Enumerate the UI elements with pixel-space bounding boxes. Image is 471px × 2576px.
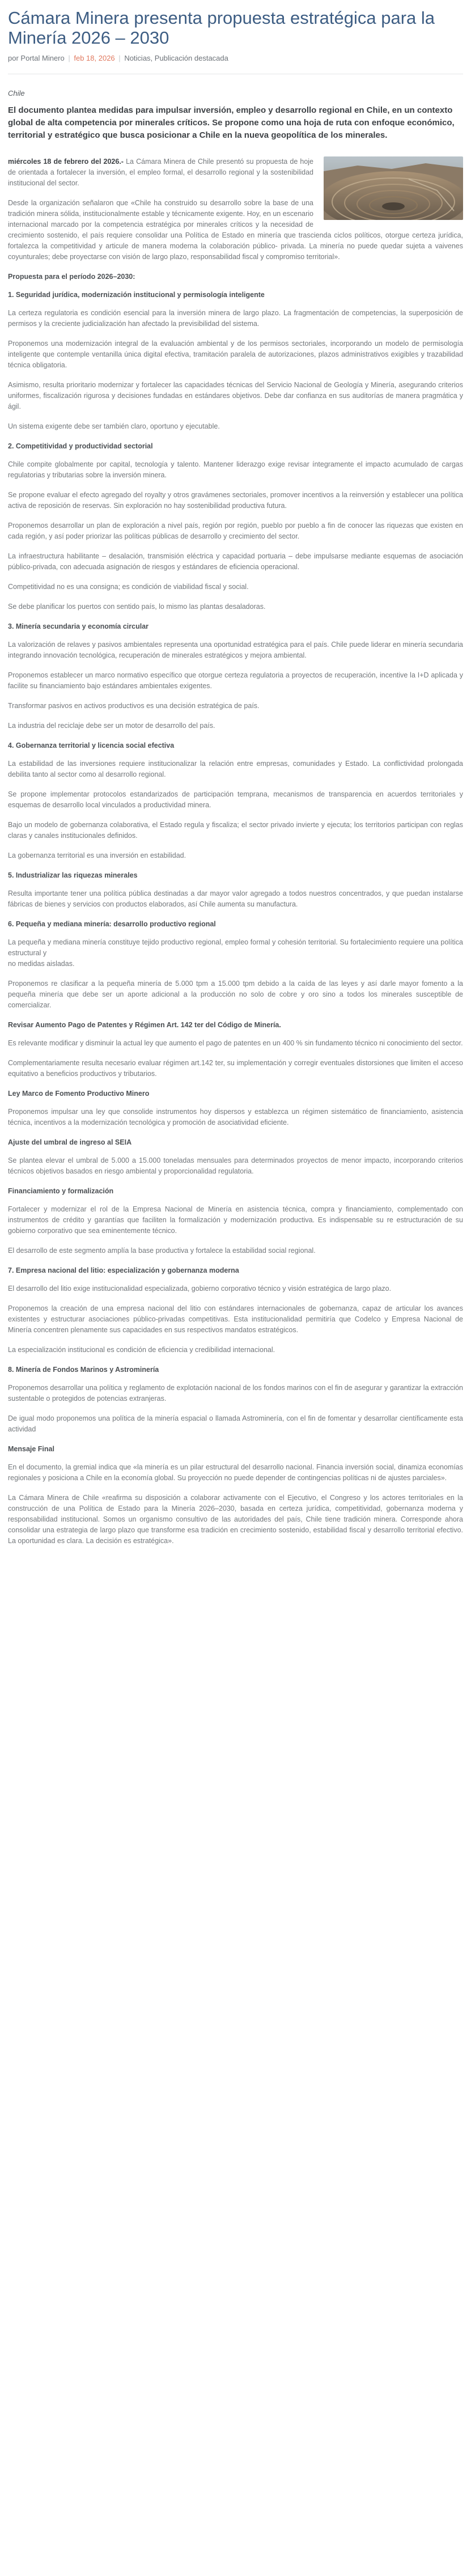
author-link[interactable]: Portal Minero [20,54,65,62]
paragraph: Se plantea elevar el umbral de 5.000 a 15.000 toneladas mensuales para determinados proyectos de menor impacto, incorporando criterios técnicos objetivos basados en riesgo ambiental y proporcionalidad regulatoria. [8,1156,463,1175]
category-links[interactable]: Noticias, Publicación destacada [124,54,228,62]
paragraph: Proponemos establecer un marco normativo específico que otorgue certeza regulatoria a proyectos de recuperación, incentive la I+D aplicada y facilite su financiamiento bajo estándares ambientales exigentes. [8,671,463,690]
paragraph: La infraestructura habilitante – desalación, transmisión eléctrica y capacidad portuaria – debe impulsarse mediante esquemas de asociación público-privada, con adecuada asignación de riesgos y estándares de eficiencia operacional. [8,552,463,571]
paragraph-text: La pequeña y mediana minería constituye tejido productivo regional, empleo formal y cohesión territorial. Su fortalecimiento requiere una política estructural y [8,938,463,957]
paragraph: El desarrollo de este segmento amplía la base productiva y fortalece la estabilidad social regional. [8,1247,316,1255]
mine-photo [324,156,463,220]
subsection-heading: Ley Marco de Fomento Productivo Minero [8,1090,150,1098]
article-meta [8,53,463,63]
paragraph: Proponemos re clasificar a la pequeña minería de 5.000 tpm a 15.000 tpm debido a la caída de las leyes y así darle mayor fomento a la pequeña minería que debe ser un aporte adicional a la producción no solo de cobre y oro sino a todos los minerales susceptible de comercializar. [8,980,463,1009]
paragraph: La especialización institucional es condición de eficiencia y credibilidad internacional. [8,1346,275,1354]
paragraph: Transformar pasivos en activos productivos es una decisión estratégica de país. [8,702,260,710]
subsection-heading: Revisar Aumento Pago de Patentes y Régimen Art. 142 ter del Código de Minería. [8,1021,281,1029]
paragraph: Se propone evaluar el efecto agregado del royalty y otros gravámenes sectoriales, promover incentivos a la reinversión y establecer una política activa de reposición de reservas. Sin exploración no hay sostenibilidad productiva futura. [8,491,463,510]
paragraph: La gobernanza territorial es una inversión en estabilidad. [8,851,186,859]
paragraph-text: no medidas aisladas. [8,960,75,968]
paragraph: Proponemos impulsar una ley que consolide instrumentos hoy dispersos y establezca un régimen sistemático de financiamiento, asistencia técnica, incentivos a la modernización tecnológica y promoción de asociatividad eficiente. [8,1108,463,1126]
section-heading: 5. Industrializar las riquezas minerales [8,871,138,879]
paragraph: La certeza regulatoria es condición esencial para la inversión minera de largo plazo. La fragmentación de competencias, la superposición de permisos y la creciente judicialización han afectado la previsibilidad del sistema. [8,309,463,328]
article-lead: El documento plantea medidas para impulsar inversión, empleo y desarrollo regional en Chile, en un contexto global de alta competencia por minerales críticos. Se propone como una hoja de ruta con enfoque económico, territorial y estratégico que busca posicionar a Chile en la nueva geopolítica de los minerales. [8,105,455,140]
publish-date: feb 18, 2026 [74,54,115,62]
paragraph: La estabilidad de las inversiones requiere institucionalizar la relación entre empresas, comunidades y Estado. La conflictividad prolongada debilita tanto al sector como al desarrollo regional. [8,760,463,778]
section-heading: 7. Empresa nacional del litio: especialización y gobernanza moderna [8,1266,239,1274]
paragraph: La industria del reciclaje debe ser un motor de desarrollo del país. [8,722,215,730]
paragraph: Proponemos desarrollar un plan de exploración a nivel país, región por región, pueblo por pueblo a fin de conocer las riquezas que existen en cada región, y así poder priorizar las políticas públicas de desarrollo y crecimiento del sector. [8,522,463,540]
article-title: Cámara Minera presenta propuesta estratégica para la Minería 2026 – 2030 [8,8,435,48]
meta-separator: | [118,54,121,62]
paragraph: La Cámara Minera de Chile «reafirma su disposición a colaborar activamente con el Ejecutivo, el Congreso y los actores territoriales en la construcción de una Política de Estado para la Minería 2026–2030, basada en certeza jurídica, competitividad, gobernanza moderna y responsabilidad institucional. Somos un organismo consultivo de las autoridades del país, Chile tiene tradición minera. Corresponde ahora consolidar una estrategia de largo plazo que transforme esa tradición en crecimiento sostenido, estabilidad fiscal y desarrollo territorial efectivo. La oportunidad es clara. La decisión es estratégica». [8,1494,463,1545]
paragraph: Bajo un modelo de gobernanza colaborativa, el Estado regula y fiscaliza; el sector privado invierte y ejecuta; los territorios participan con reglas claras y canales institucionales definidos. [8,821,463,840]
open-pit-mine-illustration [324,156,463,220]
paragraph: Desde la organización señalaron que «Chile ha construido su desarrollo sobre la base de una tradición minera sólida, institucionalmente estable y técnicamente exigente. Hoy, en un escenario internacional marcado por la competencia estratégica por minerales críticos y la necesidad de crecimiento sostenido, el país requiere consolidar una Política de Estado en minería que trascienda ciclos políticos, otorgue certeza jurídica, fortalezca la competitividad y articule de manera moderna la colaboración público- privada. La minería no puede quedar sujeta a vaivenes coyunturales; debe proyectarse con visión de largo plazo, responsabilidad fiscal y compromiso territorial». [8,199,463,261]
section-heading: 2. Competitividad y productividad sectorial [8,442,153,450]
paragraph: Se propone implementar protocolos estandarizados de participación temprana, mecanismos de transparencia en acuerdos territoriales y esquemas de desarrollo local vinculados a productividad minera. [8,790,463,809]
paragraph: Chile compite globalmente por capital, tecnología y talento. Mantener liderazgo exige revisar íntegramente el impacto acumulado de cargas regulatorias y tributarias sobre la inversión minera. [8,460,463,479]
section-heading: 8. Minería de Fondos Marinos y Astrominería [8,1366,159,1374]
meta-separator: | [68,54,70,62]
section-heading: 3. Minería secundaria y economía circular [8,622,149,630]
intro-dateline: miércoles 18 de febrero del 2026.- [8,158,124,166]
paragraph: El desarrollo del litio exige institucionalidad especializada, gobierno corporativo técnico y visión estratégica de largo plazo. [8,1285,392,1293]
paragraph: Competitividad no es una consigna; es condición de viabilidad fiscal y social. [8,583,249,591]
intro-text: La Cámara Minera de Chile presentó su propuesta de hoje de orientada a fortalecer la inversión, el empleo formal, el desarrollo regional y la sostenibilidad institucional del sector. [8,158,314,187]
section-heading: 1. Seguridad jurídica, modernización institucional y permisología inteligente [8,291,265,299]
paragraph: De igual modo proponemos una política de la minería espacial o llamada Astrominería, con el fin de fomentar y desarrollar científicamente esta actividad [8,1414,463,1433]
paragraph: Proponemos una modernización integral de la evaluación ambiental y de los permisos sectoriales, incorporando un modelo de permisología inteligente que contemple ventanilla única digital efectiva, tramitación paralela de autorizaciones, plazos administrativos exigibles y trazabilidad técnica obligatoria. [8,340,463,369]
article-kicker: Chile [8,89,25,98]
paragraph: Un sistema exigente debe ser también claro, oportuno y ejecutable. [8,422,220,430]
paragraph: Proponemos la creación de una empresa nacional del litio con estándares internacionales de gobernanza, capaz de articular los avances existentes y estructurar asociaciones público-privadas competitivas. Esta institucionalidad permitiría que Codelco y Empresa Nacional de Minería concentren plenamente sus capacidades en sus respectivos mandatos estratégicos. [8,1304,463,1334]
paragraph: La valorización de relaves y pasivos ambientales representa una oportunidad estratégica para el país. Chile puede liderar en minería secundaria integrando innovación tecnológica, recuperación de minerales estratégicos y mejora ambiental. [8,641,463,659]
paragraph: En el documento, la gremial indica que «la minería es un pilar estructural del desarrollo nacional. Financia inversión social, dinamiza economías regionales y posiciona a Chile en la economía global. Su proyección no puede depender de contingencias políticas ni de ajustes parciales». [8,1463,463,1482]
section-heading: 6. Pequeña y mediana minería: desarrollo productivo regional [8,920,216,928]
paragraph: Se debe planificar los puertos con sentido país, lo mismo las plantas desaladoras. [8,603,266,611]
final-message-heading: Mensaje Final [8,1445,54,1453]
paragraph: Fortalecer y modernizar el rol de la Empresa Nacional de Minería en asistencia técnica, compra y financiamiento, complementado con instrumentos de crédito y garantías que faciliten la formalización y modernización productiva. Es indispensable su re estructuración de su gobierno corporativo que sea eminentemente técnico. [8,1205,463,1235]
proposals-heading: Propuesta para el período 2026–2030: [8,273,135,281]
section-heading: 4. Gobernanza territorial y licencia social efectiva [8,742,175,749]
subsection-heading: Financiamiento y formalización [8,1187,114,1195]
paragraph: Es relevante modificar y disminuir la actual ley que aumento el pago de patentes en un 400 % sin fundamento técnico ni conocimiento del sector. [8,1039,463,1047]
paragraph: Asimismo, resulta prioritario modernizar y fortalecer las capacidades técnicas del Servicio Nacional de Geología y Minería, asegurando criterios uniformes, fiscalización rigurosa y decisiones fundadas en estándares objetivos. Debe dar confianza en sus auditorías de manera pragmática y ágil. [8,381,463,410]
by-label: por [8,54,19,62]
subsection-heading: Ajuste del umbral de ingreso al SEIA [8,1138,132,1146]
paragraph: Proponemos desarrollar una política y reglamento de explotación nacional de los fondos marinos con el fin de asegurar y garantizar la extracción sustentable o protegidos de potencias extranjeras. [8,1384,463,1403]
paragraph [8,937,463,969]
paragraph: Complementariamente resulta necesario evaluar régimen art.142 ter, su implementación y corregir eventuales distorsiones que limiten el acceso equitativo a beneficios productivos y tributarios. [8,1059,463,1078]
paragraph: Resulta importante tener una política pública destinadas a dar mayor valor agregado a todos nuestros concentrados, y que puedan instalarse fábricas de bienes y servicios con productos elaborados, así Chile aumenta su manufactura. [8,889,463,908]
